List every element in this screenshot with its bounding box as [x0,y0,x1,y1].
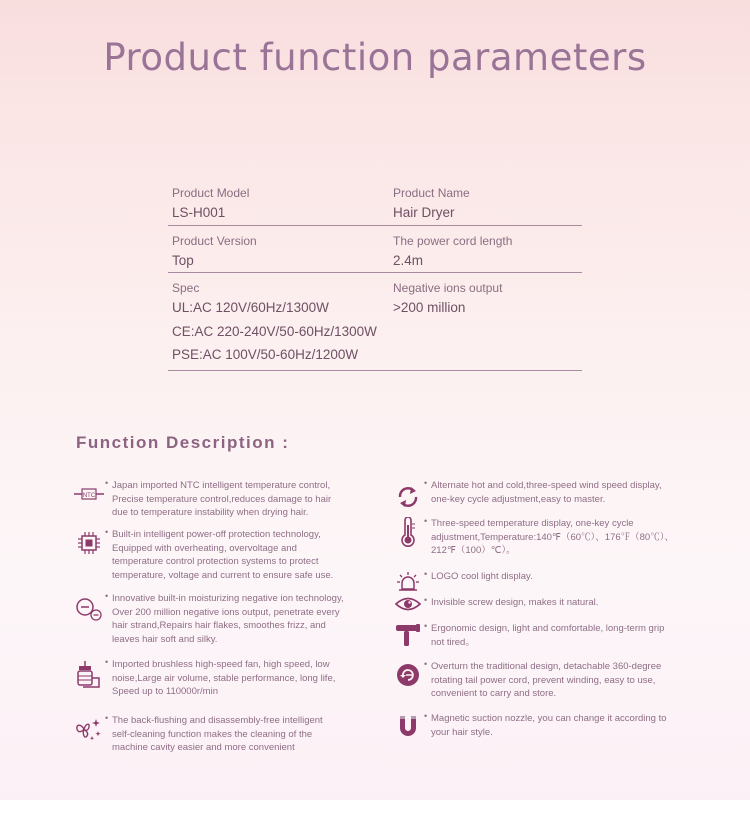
feature-line: one-key cycle adjustment,easy to master. [431,493,606,505]
feature-text [431,517,674,558]
feature-line: LOGO cool light display. [431,571,533,582]
function-title: Function Description : [76,433,290,452]
cycle-arrows-icon [393,482,423,512]
feature-line: Alternate hot and cold,three-speed wind speed display, [431,480,662,491]
feature-text [431,622,664,649]
feature-line: The back-flushing and disassembly-free intelligent [112,715,323,726]
feature-text [431,570,533,584]
feature-line: rotating tail power cord, prevent winding, easy to use, [431,674,656,686]
feature-line: convenient to carry and store. [431,688,557,699]
rotate-cord-icon [393,660,423,690]
bullet: • [105,478,109,488]
spec-row [168,226,582,273]
ntc-sensor-icon [74,479,104,509]
spec-cell-model [172,186,392,221]
bullet: • [424,711,428,721]
bullet: • [424,659,428,669]
bullet: • [105,527,109,537]
feature-line: due to temperature instability when drying hair. [112,507,309,518]
feature-line: Invisible screw design, makes it natural. [431,597,599,608]
spec-cell-ions [393,281,583,319]
feature-line: hair strand,Repairs hair flakes, smoothes frizz, and [112,620,326,631]
feature-text [112,479,331,520]
spec-value-line: CE:AC 220-240V/50-60Hz/1300W [172,323,377,339]
spec-value-line: UL:AC 120V/60Hz/1300W [172,300,329,315]
spec-value: LS-H001 [172,205,226,220]
feature-line: Built-in intelligent power-off protection technology, [112,529,321,540]
feature-line: leaves hair soft and silky. [112,633,218,645]
feature-line: adjustment,Temperature:140℉（60℃）、176℉（80℃）、 [431,531,674,543]
spec-cell-name [393,186,583,221]
feature-line: Over 200 million negative ions output, penetrate every [112,606,340,618]
feature-line: Japan imported NTC intelligent temperature control, [112,480,331,491]
bullet: • [424,621,428,631]
feature-line: machine cavity easier and more convenient [112,742,295,753]
feature-text [431,712,667,739]
dryer-icon [393,620,423,650]
feature-line: Imported brushless high-speed fan, high speed, low [112,659,330,670]
feature-line: self-cleaning function makes the cleaning of the [112,728,313,740]
spec-row [168,178,582,226]
spec-row [168,273,582,371]
feature-text [431,479,662,506]
feature-line: temperature, voltage and current to ensure safe use. [112,569,334,581]
feature-line: Innovative built-in moisturizing negative ion technology, [112,593,344,604]
bullet: • [424,478,428,488]
page-title: Product function parameters [103,36,647,79]
spec-label: Product Name [393,186,470,200]
bottom-band [0,800,750,822]
feature-text [112,528,333,582]
spec-value: Hair Dryer [393,205,455,220]
feature-line: Three-speed temperature display, one-key cycle [431,518,634,529]
clean-fan-icon [74,714,104,744]
feature-line: noise,Large air volume, stable performance, long life, [112,672,336,684]
feature-line: 212℉（100）℃）。 [431,545,516,556]
svg-text:NTC: NTC [82,493,96,499]
feature-text [431,596,598,610]
feature-line: Overturn the traditional design, detachable 360-degree [431,661,662,672]
spec-cell-version [172,234,392,269]
eye-icon [393,589,423,619]
spec-label: The power cord length [393,234,513,248]
feature-line: your hair style. [431,726,493,738]
spec-label: Negative ions output [393,281,503,295]
feature-line: temperature control protection systems to protect [112,556,319,567]
feature-line: not tired。 [431,636,475,648]
spec-value-line: PSE:AC 100V/50-60Hz/1200W [172,347,359,362]
bullet: • [105,591,109,601]
spec-cell-spec [172,281,392,366]
feature-line: Equipped with overheating, overvoltage and [112,542,297,554]
spec-value: Top [172,253,194,268]
negative-ion-icon [74,594,104,624]
motor-icon [74,660,104,690]
bullet: • [424,595,428,605]
spec-value: 2.4m [393,253,424,268]
bullet: • [424,569,428,579]
feature-text [112,658,335,699]
feature-text [112,714,323,755]
spec-label: Spec [172,281,200,295]
spec-cell-cord [393,234,583,269]
thermometer-icon [393,517,423,547]
feature-line: Ergonomic design, light and comfortable, long-term grip [431,623,665,634]
bullet: • [105,657,109,667]
bullet: • [424,516,428,526]
chip-icon [74,528,104,558]
spec-label: Product Model [172,186,250,200]
feature-text [112,592,344,646]
feature-line: Precise temperature control,reduces damage to hair [112,493,332,505]
magnet-icon [393,712,423,742]
spec-value: >200 million [393,300,466,315]
feature-text [431,660,661,701]
spec-label: Product Version [172,234,257,248]
bullet: • [105,713,109,723]
spec-table [168,178,582,371]
feature-line: Speed up to 110000r/min [112,686,218,697]
feature-line: Magnetic suction nozzle, you can change it according to [431,713,667,724]
